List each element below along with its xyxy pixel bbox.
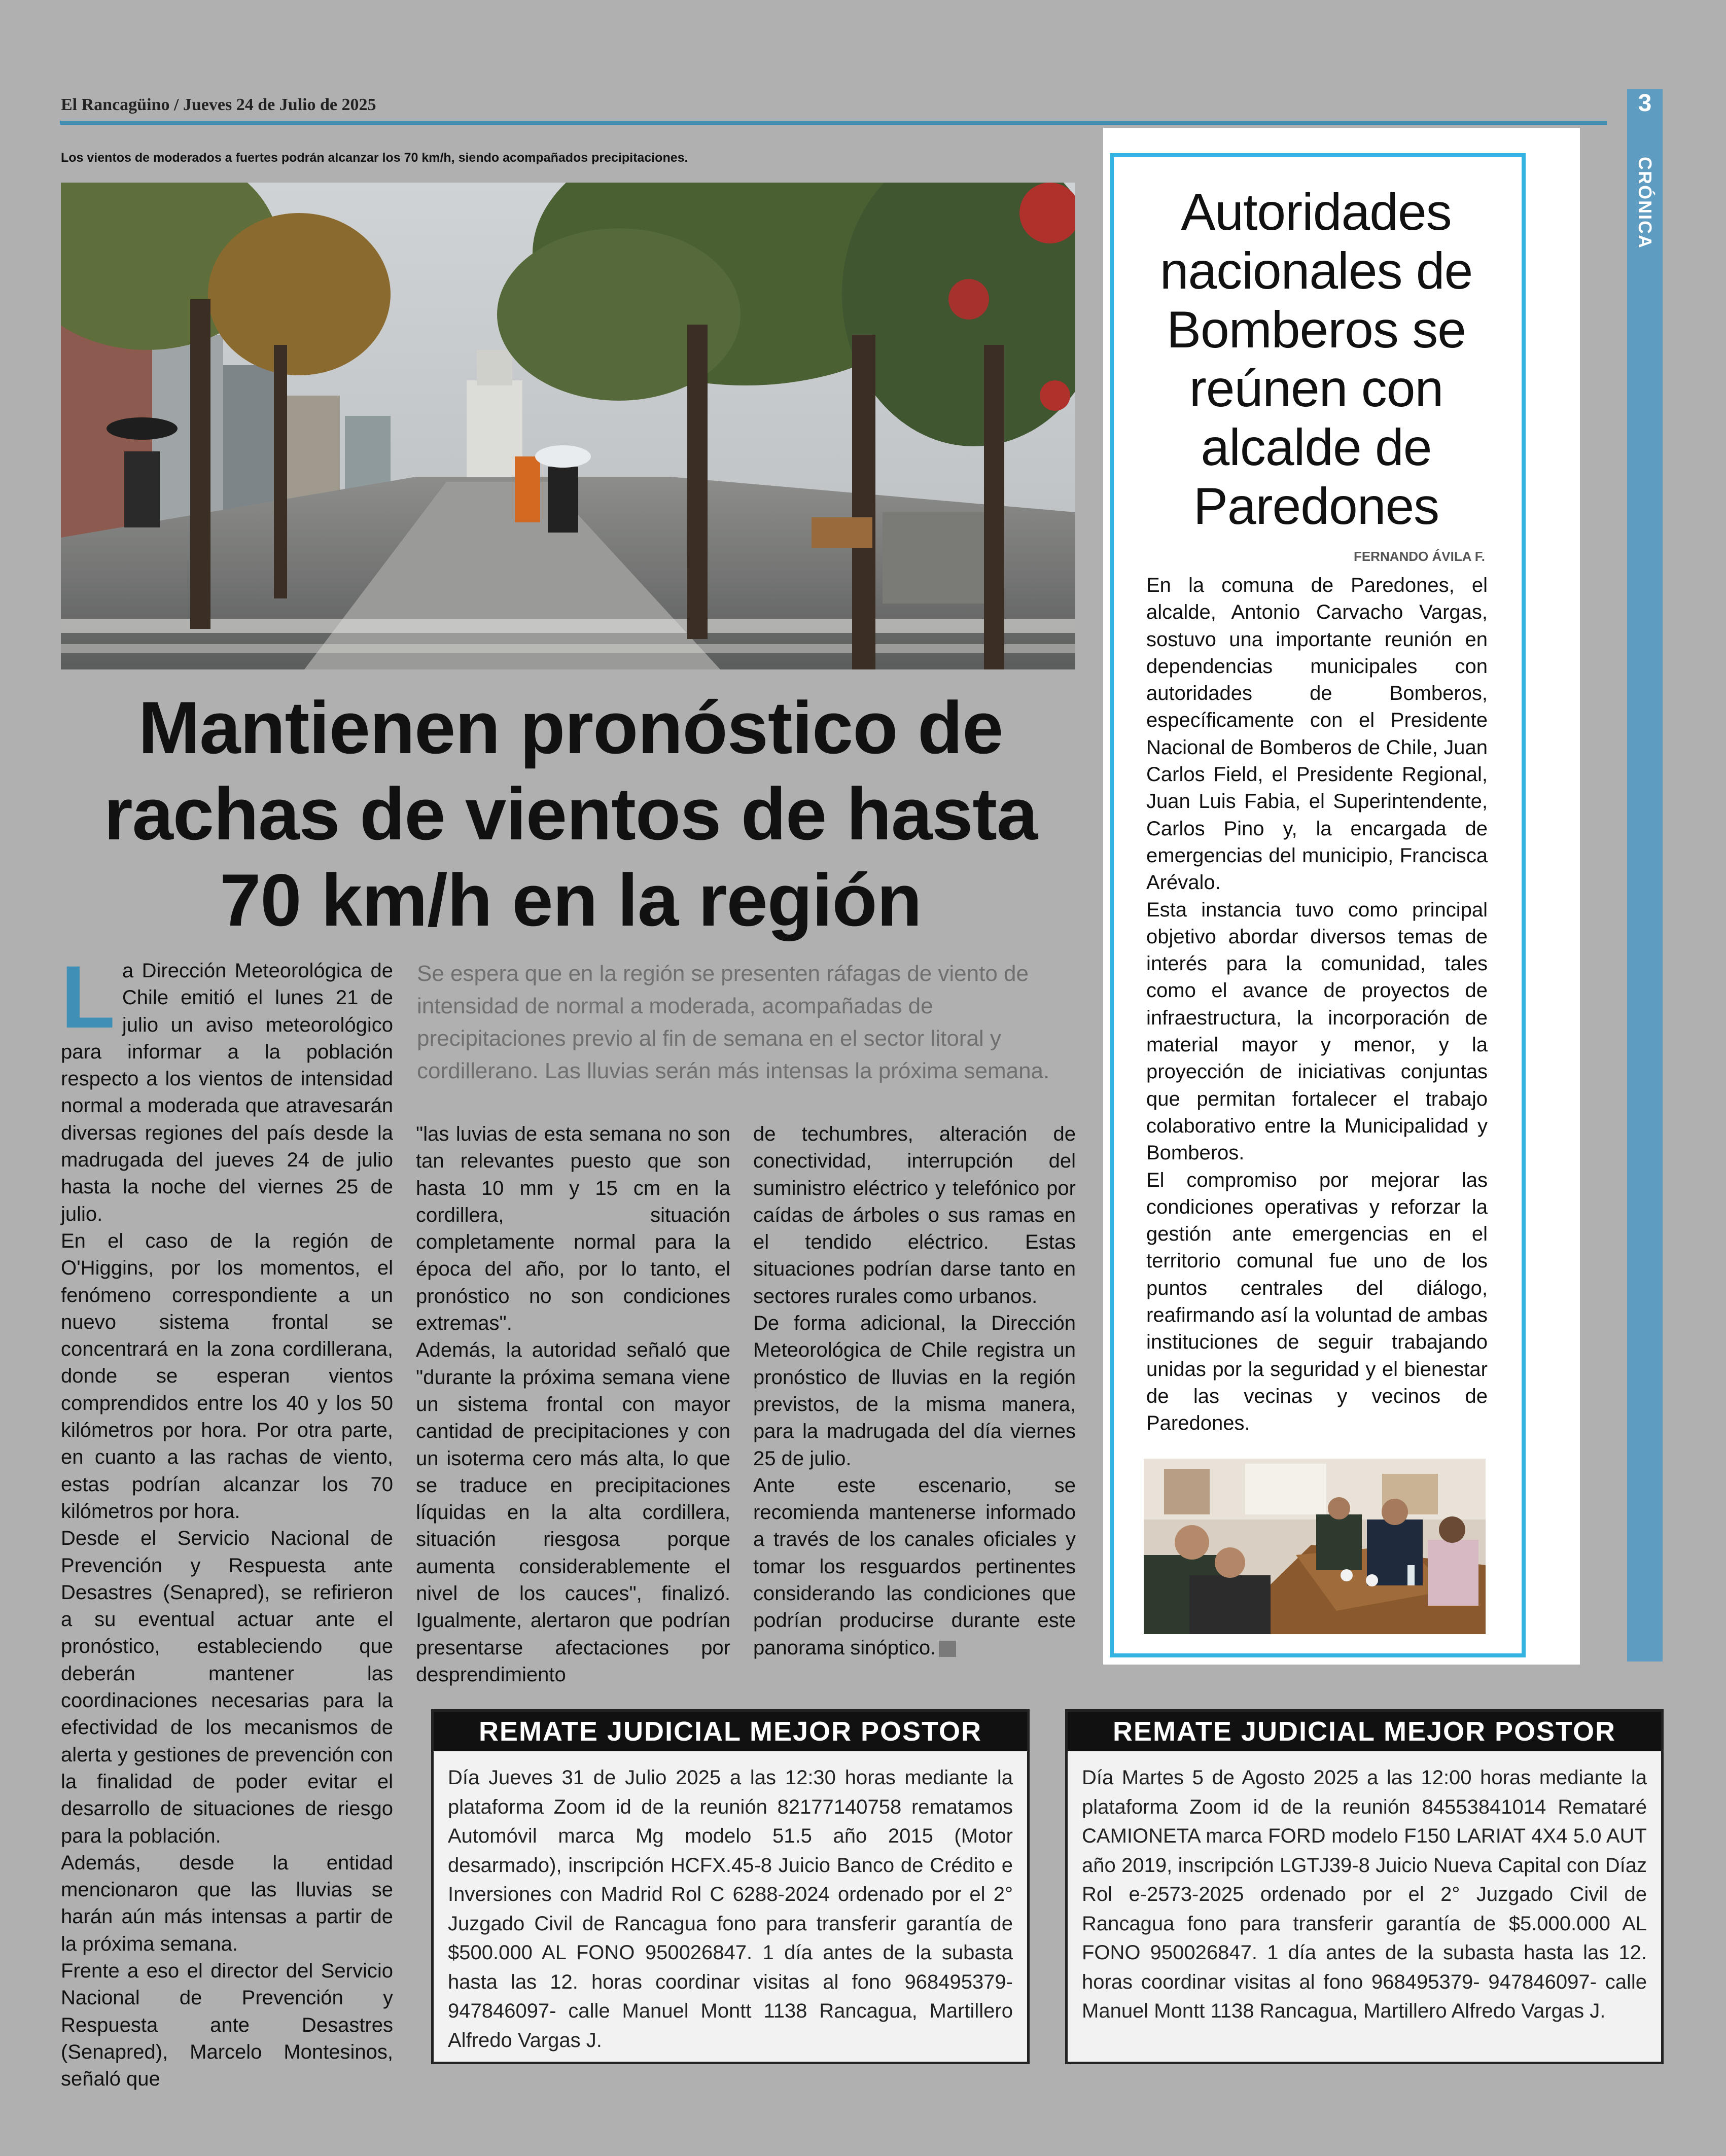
article-subhead: Se espera que en la región se presenten ráfagas de viento de intensidad de normal a moderada, acompañadas de precipitaciones previo al fin de semana en el sector litoral y cordillerano. Las lluvias serán más intensas la próxima semana. <box>417 961 1050 1083</box>
article-paragraph: Desde el Servicio Nacional de Prevención y Respuesta ante Desastres (Senapred), se refirieron a su eventual actuar ante el pronóstico, estableciendo que deberán mantener las coordinaciones necesarias para la efectividad de los mecanismos de alerta y gestiones de prevención con la finalidad de poder evitar el desarrollo de situaciones de riesgo para la población. <box>61 1527 393 1847</box>
article-paragraph: Frente a eso el director del Servicio Nacional de Prevención y Respuesta ante Desastres (Senapred), Marcelo Montesinos, señaló que <box>61 1959 393 2091</box>
article-paragraph: Además, la autoridad señaló que "durante la próxima semana viene un sistema frontal con mayor cantidad de precipitaciones y con un isoterma cero más alta, lo que se traduce en precipitaciones líquidas en la alta cordillera, situación riesgosa porque aumenta considerablemente el nivel de los cauces", finalizó. Igualmente, alertaron que podrían presentarse afectaciones por desprendimiento <box>416 1339 730 1686</box>
photo-caption: Los vientos de moderados a fuertes podrán alcanzar los 70 km/h, siendo acompañados precipitaciones. <box>61 151 688 165</box>
page-side-tab <box>1627 89 1663 1662</box>
article-column-1 <box>61 948 393 2093</box>
drop-cap: L <box>61 948 115 1047</box>
sidebar-byline: FERNANDO ÁVILA F. <box>1353 549 1485 564</box>
article-column-3 <box>753 1121 1076 1662</box>
sidebar-paragraph: Esta instancia tuvo como principal objetivo abordar diversos temas de interés para la comunidad, tales como el avance de proyectos de infraestructura, la incorporación de material mayor y menor, y la proyección de iniciativas conjuntas que permitan fortalecer el trabajo colaborativo entre la Municipalidad y Bomberos. <box>1146 898 1488 1164</box>
ad-body: Día Jueves 31 de Julio 2025 a las 12:30 horas mediante la plataforma Zoom id de la reunión 82177140758 rematamos Automóvil marca Mg modelo 51.5 año 2015 (Motor desarmado), inscripción HCFX.45-8 Juicio Banco de Crédito e Inversiones con Madrid Rol C 6288-2024 ordenado por el 2° Juzgado Civil de Rancagua fono para transferir garantía de $500.000 AL FONO 950026847. 1 día antes de la subasta hasta las 12. horas coordinar visitas al fono 968495379- 947846097- calle Manuel Montt 1138 Rancagua, Martillero Alfredo Vargas J. <box>448 1766 1013 2052</box>
article-paragraph: En el caso de la región de O'Higgins, por los momentos, el fenómeno correspondiente a un nuevo sistema frontal se concentrará en la zona cordillerana, donde se esperan vientos comprendidos entre los 40 y los 50 kilómetros por hora. Por otra parte, en cuanto a las rachas de viento, estas podrían alcanzar los 70 kilómetros por hora. <box>61 1229 393 1523</box>
sidebar-headline: Autoridades nacionales de Bomberos se reúnen con alcalde de Paredones <box>1159 183 1473 535</box>
article-paragraph: a Dirección Meteorológica de Chile emitió el lunes 21 de julio un aviso meteorológico para informar a la población respecto a los vientos de intensidad normal a moderada que atravesarán diversas regiones del país desde la madrugada del jueves 24 de julio hasta la noche del viernes 25 de julio. <box>61 960 393 1225</box>
street-photo <box>61 183 1075 669</box>
classified-ad-1 <box>431 1709 1030 2064</box>
article-column-2 <box>416 1121 730 1688</box>
header-publication-date: El Rancagüino / Jueves 24 de Julio de 2025 <box>61 95 376 114</box>
article-paragraph: de techumbres, alteración de conectividad, interrupción del suministro eléctrico y telefónico por caídas de árboles o sus ramas en el tendido eléctrico. Estas situaciones podrían darse tanto en sectores rurales como urbanos. <box>753 1123 1076 1307</box>
classified-ad-2 <box>1065 1709 1664 2064</box>
end-of-article-icon <box>939 1641 956 1657</box>
section-label-text: CRÓNICA <box>1635 157 1655 249</box>
section-label <box>1628 147 1662 259</box>
article-paragraph: Ante este escenario, se recomienda mantenerse informado a través de los canales oficiales y tomar los resguardos pertinentes considerando las condiciones que podrían producirse durante este panorama sinóptico. <box>753 1474 1076 1659</box>
ad-title: REMATE JUDICIAL MEJOR POSTOR <box>1068 1712 1661 1751</box>
meeting-photo <box>1144 1459 1486 1634</box>
page-number: 3 <box>1638 90 1652 117</box>
article-paragraph: De forma adicional, la Dirección Meteorológica de Chile registra un pronóstico de lluvias en la región previstos, de la misma manera, para la madrugada del día viernes 25 de julio. <box>753 1312 1076 1470</box>
ad-title: REMATE JUDICIAL MEJOR POSTOR <box>434 1712 1027 1751</box>
header-rule <box>60 121 1607 125</box>
main-headline: Mantienen pronóstico de rachas de vientos de hasta 70 km/h en la región <box>103 686 1038 941</box>
ad-body: Día Martes 5 de Agosto 2025 a las 12:00 horas mediante la plataforma Zoom id de la reunión 84553841014 Remataré CAMIONETA marca FORD modelo F150 LARIAT 4X4 5.0 AUT año 2019, inscripción LGTJ39-8 Juicio Nueva Capital con Díaz Rol e-2573-2025 ordenado por el 2° Juzgado Civil de Rancagua fono para transferir garantía de $5.000.000 AL FONO 950026847. 1 día antes de la subasta hasta las 12. horas coordinar visitas al fono 968495379- 947846097- calle Manuel Montt 1138 Rancagua, Martillero Alfredo Vargas J. <box>1082 1766 1647 2022</box>
sidebar-body <box>1146 572 1488 1437</box>
article-paragraph: Además, desde la entidad mencionaron que las lluvias se harán aún más intensas a partir de la próxima semana. <box>61 1851 393 1955</box>
sidebar-paragraph: En la comuna de Paredones, el alcalde, Antonio Carvacho Vargas, sostuvo una importante reunión en dependencias municipales con autoridades de Bomberos, específicamente con el Presidente Nacional de Bomberos de Chile, Juan Carlos Field, el Presidente Regional, Juan Luis Fabia, el Superintendente, Carlos Pino y, la encargada de emergencias del municipio, Francisca Arévalo. <box>1146 574 1488 894</box>
sidebar-paragraph: El compromiso por mejorar las condiciones operativas y reforzar la gestión ante emergencias en el territorio comunal fue uno de los puntos centrales del diálogo, reafirmando así la voluntad de ambas instituciones de seguir trabajando unidas por la seguridad y el bienestar de las vecinas y vecinos de Paredones. <box>1146 1169 1488 1435</box>
article-paragraph: "las luvias de esta semana no son tan relevantes puesto que son hasta 10 mm y 15 cm en la cordillera, situación completamente normal para la época del año, por lo tanto, el pronóstico no son condiciones extremas". <box>416 1123 730 1335</box>
